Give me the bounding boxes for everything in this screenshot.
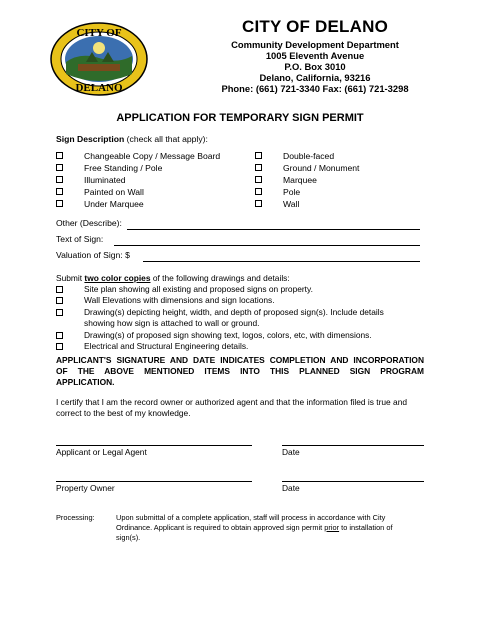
address-line-2: P.O. Box 3010 bbox=[284, 61, 346, 72]
statement-line-1: APPLICANT'S SIGNATURE AND DATE INDICATES COMPLETION AND INCORPORATION bbox=[56, 355, 424, 365]
owner-signature-line[interactable] bbox=[56, 481, 252, 482]
checkbox[interactable] bbox=[56, 164, 63, 171]
owner-label: Property Owner bbox=[56, 483, 115, 493]
submit-item-continuation: showing how sign is attached to wall or ground. bbox=[84, 318, 260, 329]
statement-line-2: OF THE ABOVE MENTIONED ITEMS INTO THIS PLANNED SIGN PROGRAM bbox=[56, 366, 424, 376]
city-seal-logo bbox=[50, 22, 148, 96]
svg-text:CITY OF: CITY OF bbox=[76, 27, 122, 39]
other-describe-field[interactable] bbox=[127, 229, 420, 230]
checkbox[interactable] bbox=[56, 200, 63, 207]
checkbox[interactable] bbox=[255, 200, 262, 207]
checkbox[interactable] bbox=[56, 286, 63, 293]
form-title: APPLICATION FOR TEMPORARY SIGN PERMIT bbox=[116, 112, 364, 124]
other-describe-label: Other (Describe): bbox=[56, 218, 122, 228]
date-label-1: Date bbox=[282, 447, 300, 457]
applicant-signature-line[interactable] bbox=[56, 445, 252, 446]
applicant-label: Applicant or Legal Agent bbox=[56, 447, 147, 457]
submit-item: Electrical and Structural Engineering details. bbox=[56, 341, 436, 352]
date-label-2: Date bbox=[282, 483, 300, 493]
checkbox[interactable] bbox=[255, 176, 262, 183]
statement-line-3: APPLICATION. bbox=[56, 377, 115, 387]
checkbox[interactable] bbox=[56, 332, 63, 339]
sign-description-heading: Sign Description (check all that apply): bbox=[56, 134, 208, 144]
text-of-sign-label: Text of Sign: bbox=[56, 234, 104, 244]
checkbox[interactable] bbox=[56, 188, 63, 195]
address-line-1: 1005 Eleventh Avenue bbox=[265, 50, 365, 61]
submit-item: Drawing(s) of proposed sign showing text, logos, colors, etc, with dimensions. bbox=[56, 330, 436, 341]
svg-text:DELANO: DELANO bbox=[75, 82, 123, 94]
text-of-sign-field[interactable] bbox=[114, 245, 420, 246]
checkbox[interactable] bbox=[255, 188, 262, 195]
valuation-field[interactable] bbox=[143, 261, 420, 262]
valuation-label: Valuation of Sign: $ bbox=[56, 250, 130, 260]
submit-item: Wall Elevations with dimensions and sign locations. bbox=[56, 295, 436, 306]
checkbox[interactable] bbox=[255, 164, 262, 171]
submit-item-list bbox=[56, 284, 436, 352]
checkbox[interactable] bbox=[56, 176, 63, 183]
certify-line-1: I certify that I am the record owner or authorized agent and that the information filed is true and bbox=[56, 397, 408, 407]
checkbox[interactable] bbox=[56, 152, 63, 159]
submit-instructions: Submit two color copies of the following drawings and details: bbox=[56, 273, 290, 283]
department-name: Community Development Department bbox=[231, 39, 399, 50]
owner-date-line[interactable] bbox=[282, 481, 424, 482]
processing-note: Upon submittal of a complete application, staff will process in accordance with City Ordinance. Applicant is required to obtain approved sign permit prior to installation of sign(s). bbox=[116, 513, 393, 542]
submit-item: Site plan showing all existing and proposed signs on property. bbox=[56, 284, 436, 295]
applicant-date-line[interactable] bbox=[282, 445, 424, 446]
processing-label: Processing: bbox=[56, 513, 95, 522]
address-line-3: Delano, California, 93216 bbox=[259, 72, 371, 83]
phone-fax: Phone: (661) 721-3340 Fax: (661) 721-3298 bbox=[221, 83, 409, 94]
checkbox[interactable] bbox=[56, 343, 63, 350]
checkbox[interactable] bbox=[56, 309, 63, 316]
submit-item: Drawing(s) depicting height, width, and depth of proposed sign(s). Include details bbox=[56, 307, 436, 318]
city-name: CITY OF DELANO bbox=[241, 17, 389, 36]
certify-line-2: correct to the best of my knowledge. bbox=[56, 408, 191, 418]
checkbox[interactable] bbox=[56, 297, 63, 304]
checkbox[interactable] bbox=[255, 152, 262, 159]
